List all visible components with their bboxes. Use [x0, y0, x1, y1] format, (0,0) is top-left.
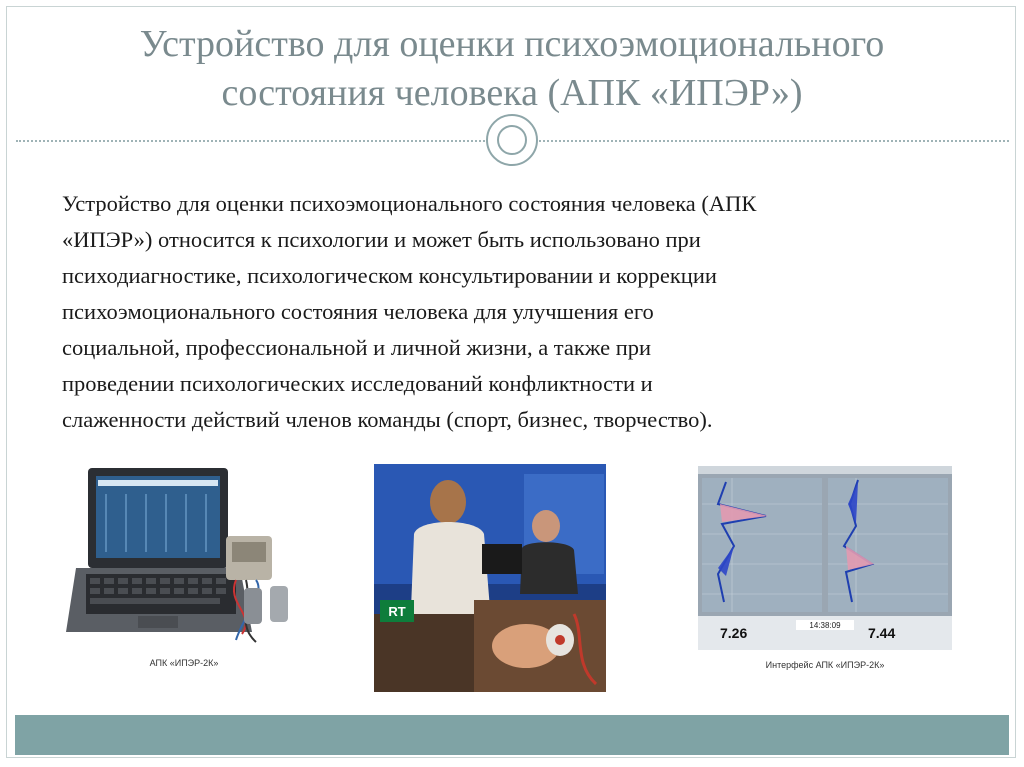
- body-line-6: проведении психологических исследований конфликтности и: [62, 371, 653, 396]
- time-readout: 14:38:09: [809, 621, 841, 630]
- body-line-5: социальной, профессиональной и личной жизни, а также при: [62, 335, 652, 360]
- left-readout: 7.26: [720, 625, 748, 641]
- body-paragraph: [62, 186, 982, 438]
- rt-logo: RT: [388, 604, 406, 619]
- body-line-3: психодиагностике, психологическом консультировании и коррекции: [62, 263, 717, 288]
- circle-ornament-icon: [486, 114, 538, 166]
- title-line-1: Устройство для оценки психоэмоционального: [139, 23, 885, 65]
- body-line-2: «ИПЭР») относится к психологии и может быть использовано при: [62, 227, 701, 252]
- body-line-7: слаженности действий членов команды (спорт, бизнес, творчество).: [62, 407, 713, 432]
- session-photo: [374, 464, 606, 692]
- device-photo: [66, 464, 312, 684]
- device-caption: АПК «ИПЭР-2К»: [149, 658, 219, 668]
- bottom-accent-bar: [15, 715, 1009, 755]
- body-line-1: Устройство для оценки психоэмоционального состояния человека (АПК: [62, 191, 757, 216]
- right-readout: 7.44: [868, 625, 896, 641]
- interface-screenshot: [696, 464, 954, 684]
- interface-caption: Интерфейс АПК «ИПЭР-2К»: [765, 660, 885, 670]
- slide-title: [30, 20, 994, 118]
- body-line-4: психоэмоционального состояния человека для улучшения его: [62, 299, 654, 324]
- title-line-2: состояния человека (АПК «ИПЭР»): [221, 72, 803, 114]
